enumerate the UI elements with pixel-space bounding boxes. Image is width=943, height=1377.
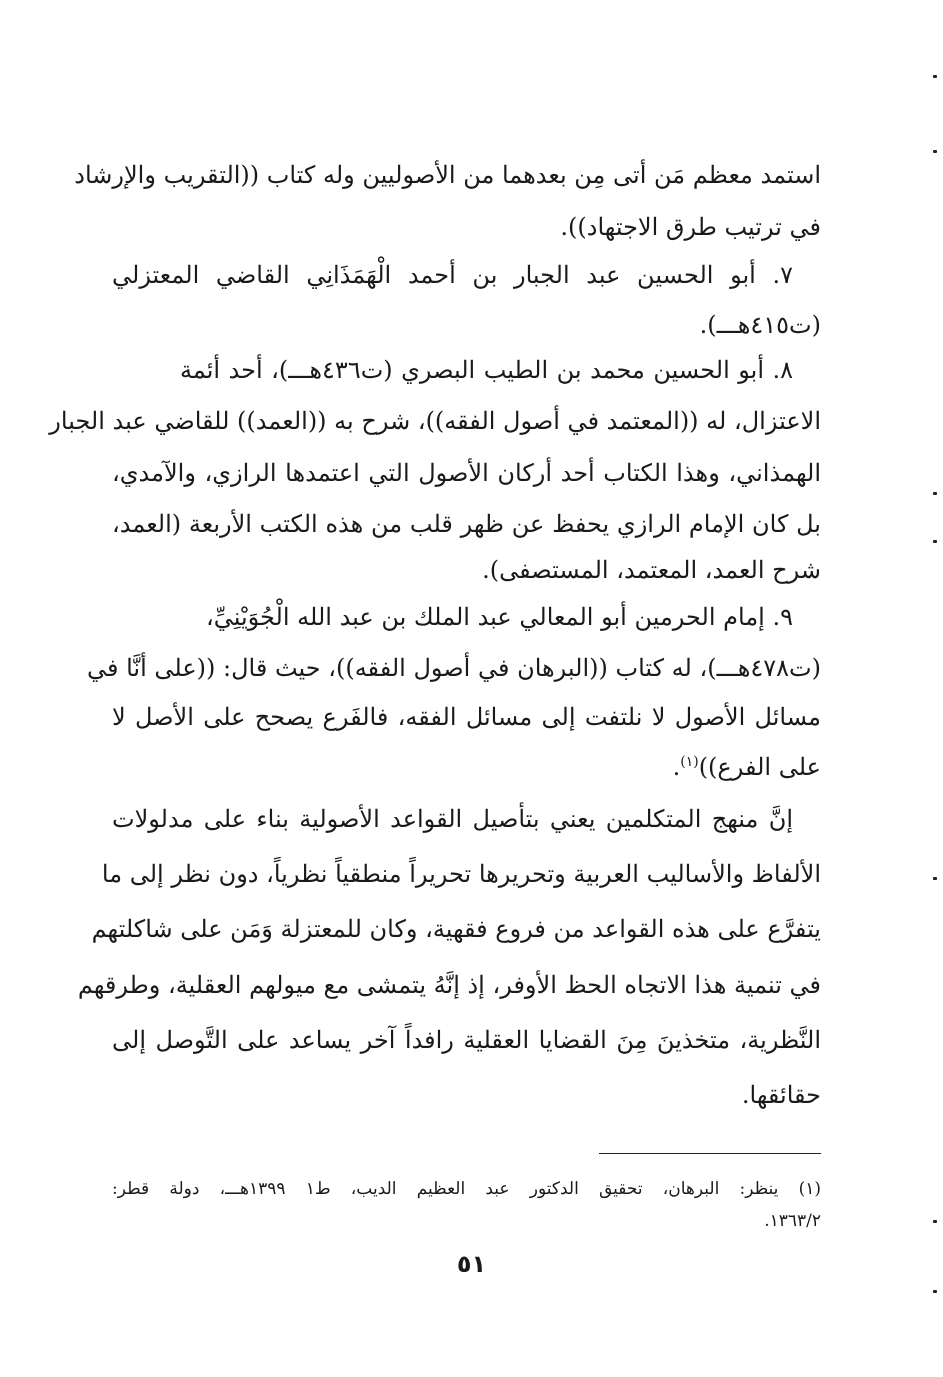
paragraph-1-line-2: في ترتيب طرق الاجتهاد)). bbox=[560, 213, 821, 241]
list-item-8-line-4: بل كان الإمام الرازي يحفظ عن ظهر قلب من هذه الكتب الأربعة (العمد، bbox=[112, 510, 821, 538]
footnote-line-1: (١) ينظر: البرهان، تحقيق الدكتور عبد العظيم الديب، ط١ ١٣٩٩هـــ، دولة قطر: bbox=[112, 1179, 821, 1199]
quote-end-text: على الفرع)) bbox=[698, 753, 821, 781]
paragraph-5-line-1: إنَّ منهج المتكلمين يعني بتأصيل القواعد الأصولية بناء على مدلولات bbox=[112, 805, 793, 833]
list-item-7-line-1: ٧. أبو الحسين عبد الجبار بن أحمد الْهَمَذَانِي القاضي المعتزلي bbox=[112, 261, 793, 289]
paragraph-1-line-1: استمد معظم مَن أتى مِن بعدهما من الأصوليين وله كتاب ((التقريب والإرشاد bbox=[74, 161, 821, 189]
paragraph-5-line-6: حقائقها. bbox=[741, 1081, 821, 1109]
list-item-7-line-2: (ت٤١٥هـــ). bbox=[699, 311, 821, 339]
scan-mark bbox=[933, 1290, 937, 1293]
footnote-line-2: ١٣٦٣/٢. bbox=[764, 1211, 821, 1231]
paragraph-5-line-5: النَّظرية، متخذينَ مِنَ القضايا العقلية رافداً آخر يساعد على التَّوصل إلى bbox=[112, 1026, 821, 1054]
list-item-8-line-3: الهمذاني، وهذا الكتاب أحد أركان الأصول التي اعتمدها الرازي، والآمدي، bbox=[112, 459, 821, 487]
scan-mark bbox=[933, 492, 937, 495]
scan-mark bbox=[933, 75, 937, 78]
list-item-9-line-3: مسائل الأصول لا نلتفت إلى مسائل الفقه، فالفَرع يصحح على الأصل لا bbox=[112, 703, 821, 731]
period: . bbox=[672, 753, 681, 781]
list-item-9-line-4 bbox=[673, 750, 821, 784]
list-item-8-line-2: الاعتزال، له ((المعتمد في أصول الفقه))، شرح به ((العمد)) للقاضي عبد الجبار bbox=[49, 407, 821, 435]
list-item-9-line-2: (ت٤٧٨هـــ)، له كتاب ((البرهان في أصول الفقه))، حيث قال: ((على أنَّا في bbox=[86, 654, 821, 682]
footnote-separator bbox=[599, 1153, 821, 1154]
footnote-reference: (١) bbox=[680, 754, 699, 770]
page-number: ٥١ bbox=[456, 1250, 487, 1278]
scan-mark bbox=[933, 877, 937, 880]
scan-mark bbox=[933, 540, 937, 543]
paragraph-5-line-3: يتفرَّع على هذه القواعد من فروع فقهية، وكان للمعتزلة وَمَن على شاكلتهم bbox=[91, 915, 821, 943]
paragraph-5-line-4: في تنمية هذا الاتجاه الحظ الأوفر، إذ إنَّهُ يتمشى مع ميولهم العقلية، وطرقهم bbox=[77, 971, 821, 999]
scan-mark bbox=[933, 1220, 937, 1223]
scan-mark bbox=[933, 150, 937, 153]
list-item-9-line-1: ٩. إمام الحرمين أبو المعالي عبد الملك بن عبد الله الْجُوَيْنِيِّ، bbox=[205, 603, 793, 631]
list-item-8-line-1: ٨. أبو الحسين محمد بن الطيب البصري (ت٤٣٦هـــ)، أحد أئمة bbox=[180, 356, 794, 384]
list-item-8-line-5: شرح العمد، المعتمد، المستصفى). bbox=[482, 556, 821, 584]
paragraph-5-line-2: الألفاظ والأساليب العربية وتحريرها تحريراً منطقياً نظرياً، دون نظر إلى ما bbox=[101, 860, 821, 888]
